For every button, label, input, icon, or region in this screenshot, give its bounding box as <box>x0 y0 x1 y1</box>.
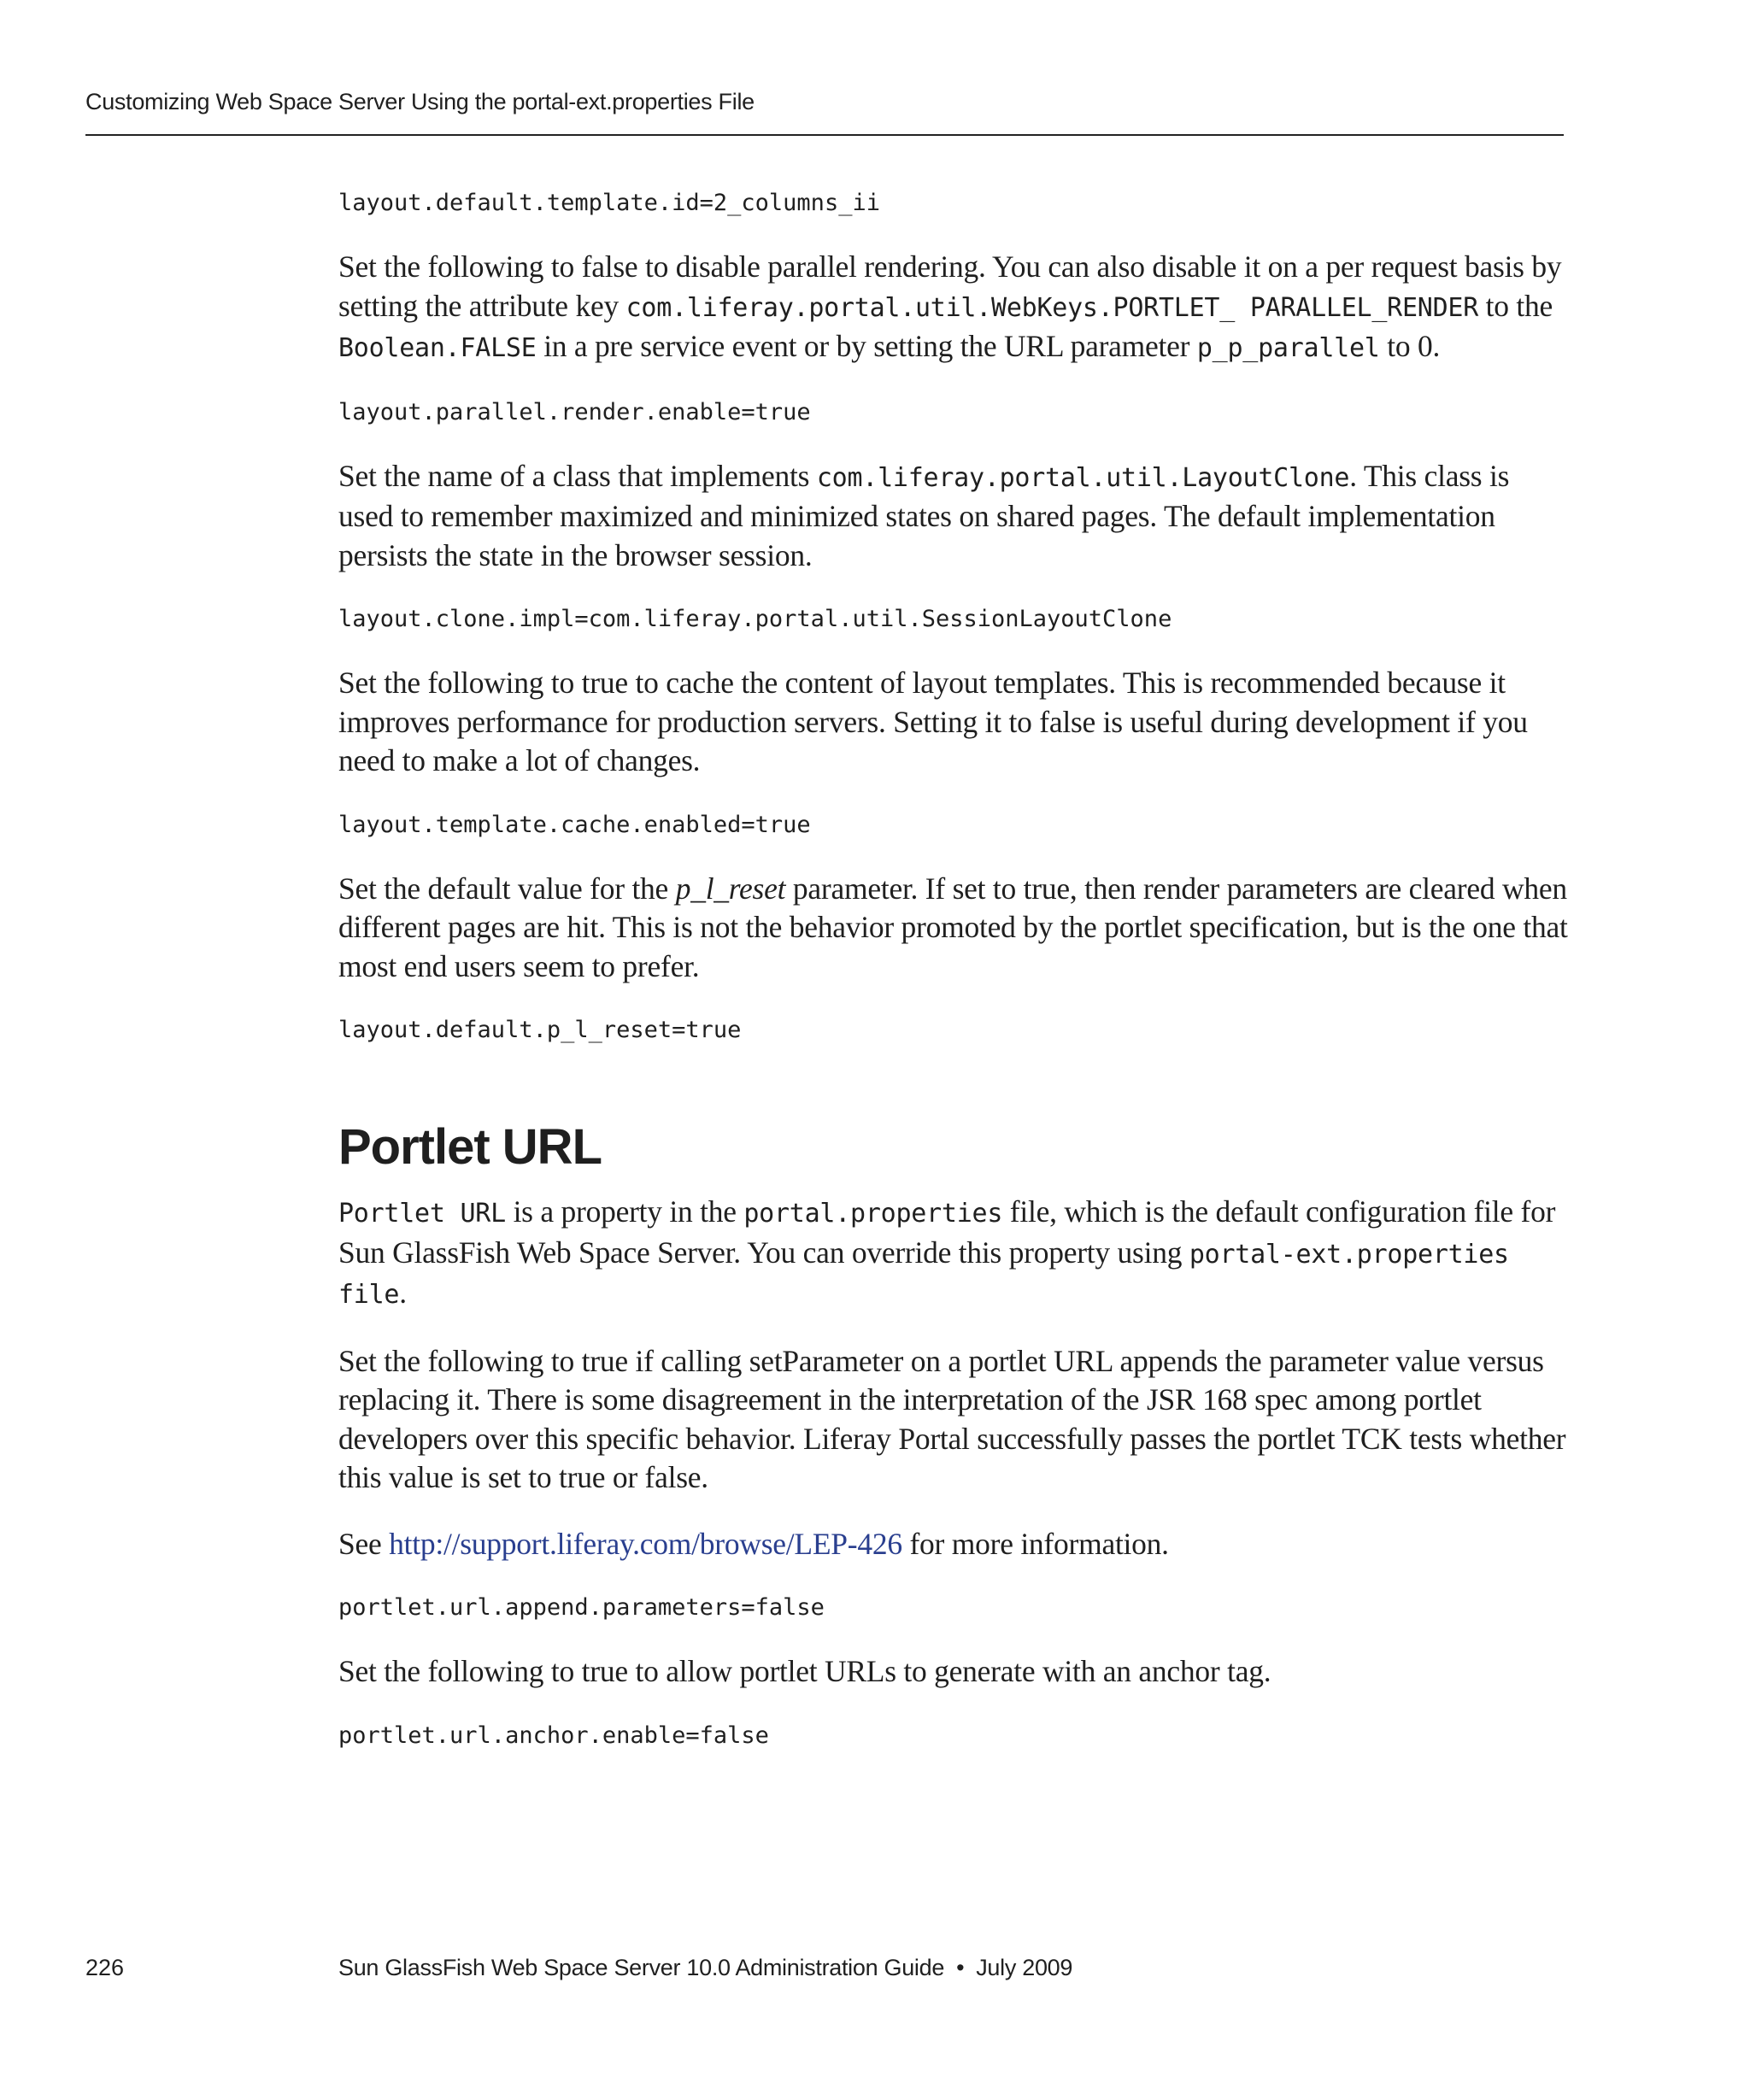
paragraph-p-l-reset <box>338 870 1569 987</box>
page-content <box>338 186 1569 1780</box>
code-template-id: layout.default.template.id=2_columns_ii <box>338 190 880 216</box>
text: . <box>399 1276 407 1310</box>
footer-title <box>338 1955 1072 1981</box>
code-p-l-reset: layout.default.p_l_reset=true <box>338 1017 742 1043</box>
inline-code-p-p-parallel: p_p_parallel <box>1196 333 1380 363</box>
paragraph-portlet-url-intro <box>338 1193 1569 1315</box>
text: Set the name of a class that implements <box>338 458 817 493</box>
page-number: 226 <box>85 1955 125 1980</box>
inline-code-portal-ext-file: portal-ext.properties file <box>338 1239 1509 1310</box>
footer-separator: • <box>956 1955 965 1980</box>
text: to the <box>1478 288 1553 323</box>
paragraph-more-info <box>338 1525 1569 1564</box>
paragraph-template-cache: Set the following to true to cache the content of layout templates. This is recommended because it improves performance for production servers. Setting it to false is useful during development if you need to make a lot of changes. <box>338 666 1528 777</box>
inline-code-portal-properties: portal.properties <box>743 1199 1003 1229</box>
footer-date: July 2009 <box>976 1955 1073 1980</box>
paragraph-layout-clone <box>338 457 1569 576</box>
inline-code-portlet-url: Portlet URL <box>338 1199 506 1229</box>
code-anchor-enable: portlet.url.anchor.enable=false <box>338 1722 769 1749</box>
text: for more information. <box>901 1526 1169 1561</box>
inline-code-boolean-false: Boolean.FALSE <box>338 333 537 363</box>
text: See <box>338 1526 390 1561</box>
text: Set the following to false to disable parallel rendering. You can also disable it on a per request basis by setting the attribute key <box>338 249 1562 323</box>
text: parameter. If set to true, then render parameters are cleared when different pages are hit. This is not the behavior promoted by the portlet specification, but is the one that most end users seem to prefer. <box>338 871 1568 983</box>
text: to 0. <box>1379 329 1441 363</box>
text: file, which is the default configuration file for Sun GlassFish Web Space Server. You can override this property using <box>338 1194 1556 1270</box>
running-header: Customizing Web Space Server Using the portal-ext.properties File <box>85 89 755 114</box>
paragraph-anchor-tag: Set the following to true to allow portlet URLs to generate with an anchor tag. <box>338 1654 1271 1688</box>
code-parallel-render: layout.parallel.render.enable=true <box>338 398 811 425</box>
text: in a pre service event or by setting the URL parameter <box>536 329 1197 363</box>
paragraph-parallel-rendering <box>338 248 1569 368</box>
book-title: Sun GlassFish Web Space Server 10.0 Administration Guide <box>338 1955 945 1980</box>
inline-code-layout-clone: com.liferay.portal.util.LayoutClone <box>816 462 1350 493</box>
code-template-cache: layout.template.cache.enabled=true <box>338 811 811 838</box>
text: Set the default value for the <box>338 871 676 906</box>
text: is a property in the <box>505 1194 744 1229</box>
emphasis-p-l-reset: p_l_reset <box>675 871 786 906</box>
header-rule <box>85 134 1564 136</box>
paragraph-set-parameter: Set the following to true if calling setParameter on a portlet URL appends the parameter value versus replacing it. There is some disagreement in the interpretation of the JSR 168 spec among portlet developers over this specific behavior. Liferay Portal successfully passes the portlet TCK tests whether this value is set to true or false. <box>338 1343 1566 1494</box>
text: . This class is used to remember maximized and minimized states on shared pages. The default implementation persists the state in the browser session. <box>338 458 1510 572</box>
code-append-parameters: portlet.url.append.parameters=false <box>338 1594 825 1621</box>
inline-code-webkeys: com.liferay.portal.util.WebKeys.PORTLET_ PARALLEL_RENDER <box>625 292 1479 323</box>
section-heading: Portlet URL <box>338 1119 602 1175</box>
code-clone-impl: layout.clone.impl=com.liferay.portal.util.SessionLayoutClone <box>338 606 1172 632</box>
support-link[interactable]: http://support.liferay.com/browse/LEP-426 <box>389 1526 902 1561</box>
